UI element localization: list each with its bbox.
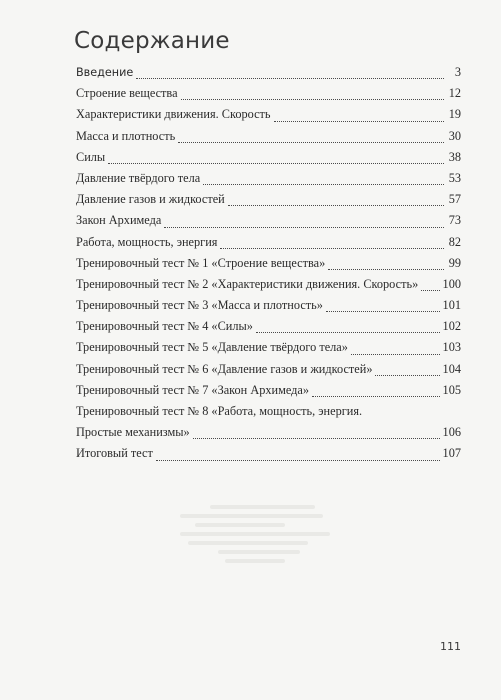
dot-leader	[328, 269, 444, 270]
toc-entry-page: 73	[448, 213, 461, 228]
toc-entry-page: 38	[448, 149, 461, 164]
toc-entry-solid-pressure[interactable]	[76, 168, 461, 189]
toc-entry-test-5[interactable]	[76, 337, 461, 358]
toc-entry-page: 104	[442, 361, 461, 376]
toc-entry-fluid-pressure[interactable]	[76, 189, 461, 210]
toc-entry-label: Тренировочный тест № 4 «Силы»	[76, 319, 253, 334]
toc-entry-page: 12	[448, 86, 461, 101]
toc-entry-final-test[interactable]	[76, 443, 461, 464]
dot-leader	[421, 290, 439, 291]
dot-leader	[193, 438, 440, 439]
dot-leader	[312, 396, 440, 397]
dot-leader	[256, 332, 440, 333]
toc-entry-label: Введение	[76, 66, 134, 79]
toc-entry-introduction[interactable]	[76, 62, 461, 83]
toc-entry-page: 99	[448, 255, 461, 270]
toc-entry-label: Тренировочный тест № 2 «Характеристики движения. Скорость»	[76, 276, 419, 291]
toc-entry-label: Работа, мощность, энергия	[76, 234, 218, 249]
dot-leader	[326, 311, 440, 312]
toc-entry-test-3[interactable]	[76, 295, 461, 316]
toc-entry-page: 3	[454, 65, 461, 79]
dot-leader	[228, 205, 444, 206]
bleed-through-text	[180, 505, 330, 568]
dot-leader	[178, 142, 444, 143]
toc-entry-label: Тренировочный тест № 6 «Давление газов и жидкостей»	[76, 361, 373, 376]
dot-leader	[136, 78, 444, 79]
toc-entry-label: Тренировочный тест № 1 «Строение вещества»	[76, 255, 326, 270]
toc-entry-test-2[interactable]	[76, 274, 461, 295]
dot-leader	[108, 163, 444, 164]
toc-entry-label: Простые механизмы»	[76, 425, 190, 440]
toc-entry-page: 82	[448, 234, 461, 249]
toc-entry-label: Характеристики движения. Скорость	[76, 107, 271, 122]
page-number: 111	[440, 640, 461, 653]
dot-leader	[274, 121, 444, 122]
toc-entry-test-6[interactable]	[76, 359, 461, 380]
dot-leader	[156, 460, 440, 461]
toc-entry-archimedes[interactable]	[76, 210, 461, 231]
toc-entry-page: 30	[448, 128, 461, 143]
toc-entry-test-8-continued[interactable]	[76, 422, 461, 443]
dot-leader	[351, 354, 440, 355]
toc-entry-label: Силы	[76, 149, 106, 164]
toc-entry-forces[interactable]	[76, 147, 461, 168]
toc-entry-label: Тренировочный тест № 7 «Закон Архимеда»	[76, 382, 310, 397]
toc-entry-page: 105	[442, 382, 461, 397]
toc-entry-label: Масса и плотность	[76, 128, 176, 143]
toc-entry-page: 100	[442, 276, 461, 291]
toc-entry-page: 101	[442, 298, 461, 313]
table-of-contents	[76, 62, 461, 465]
toc-entry-label: Тренировочный тест № 8 «Работа, мощность, энергия.	[76, 404, 363, 418]
toc-entry-label: Тренировочный тест № 3 «Масса и плотность»	[76, 298, 323, 313]
toc-entry-label: Итоговый тест	[76, 446, 153, 461]
dot-leader	[181, 99, 444, 100]
toc-entry-page: 106	[442, 425, 461, 440]
toc-entry-test-4[interactable]	[76, 316, 461, 337]
toc-entry-label: Закон Архимеда	[76, 213, 162, 228]
page-title: Содержание	[74, 28, 230, 54]
dot-leader	[203, 184, 444, 185]
toc-entry-test-8[interactable]	[76, 401, 461, 422]
toc-entry-work-energy[interactable]	[76, 232, 461, 253]
dot-leader	[164, 227, 444, 228]
toc-entry-page: 107	[442, 446, 461, 461]
toc-entry-label: Давление твёрдого тела	[76, 170, 201, 185]
toc-entry-label: Давление газов и жидкостей	[76, 192, 225, 207]
dot-leader	[220, 248, 444, 249]
toc-entry-page: 57	[448, 192, 461, 207]
toc-entry-label: Тренировочный тест № 5 «Давление твёрдого тела»	[76, 340, 348, 355]
toc-entry-label: Строение вещества	[76, 86, 178, 101]
toc-entry-motion[interactable]	[76, 104, 461, 125]
toc-entry-test-1[interactable]	[76, 253, 461, 274]
toc-entry-test-7[interactable]	[76, 380, 461, 401]
toc-entry-page: 103	[442, 340, 461, 355]
dot-leader	[375, 375, 439, 376]
toc-entry-page: 53	[448, 170, 461, 185]
toc-entry-mass-density[interactable]	[76, 126, 461, 147]
toc-entry-page: 19	[448, 107, 461, 122]
toc-entry-structure[interactable]	[76, 83, 461, 104]
toc-entry-page: 102	[442, 319, 461, 334]
